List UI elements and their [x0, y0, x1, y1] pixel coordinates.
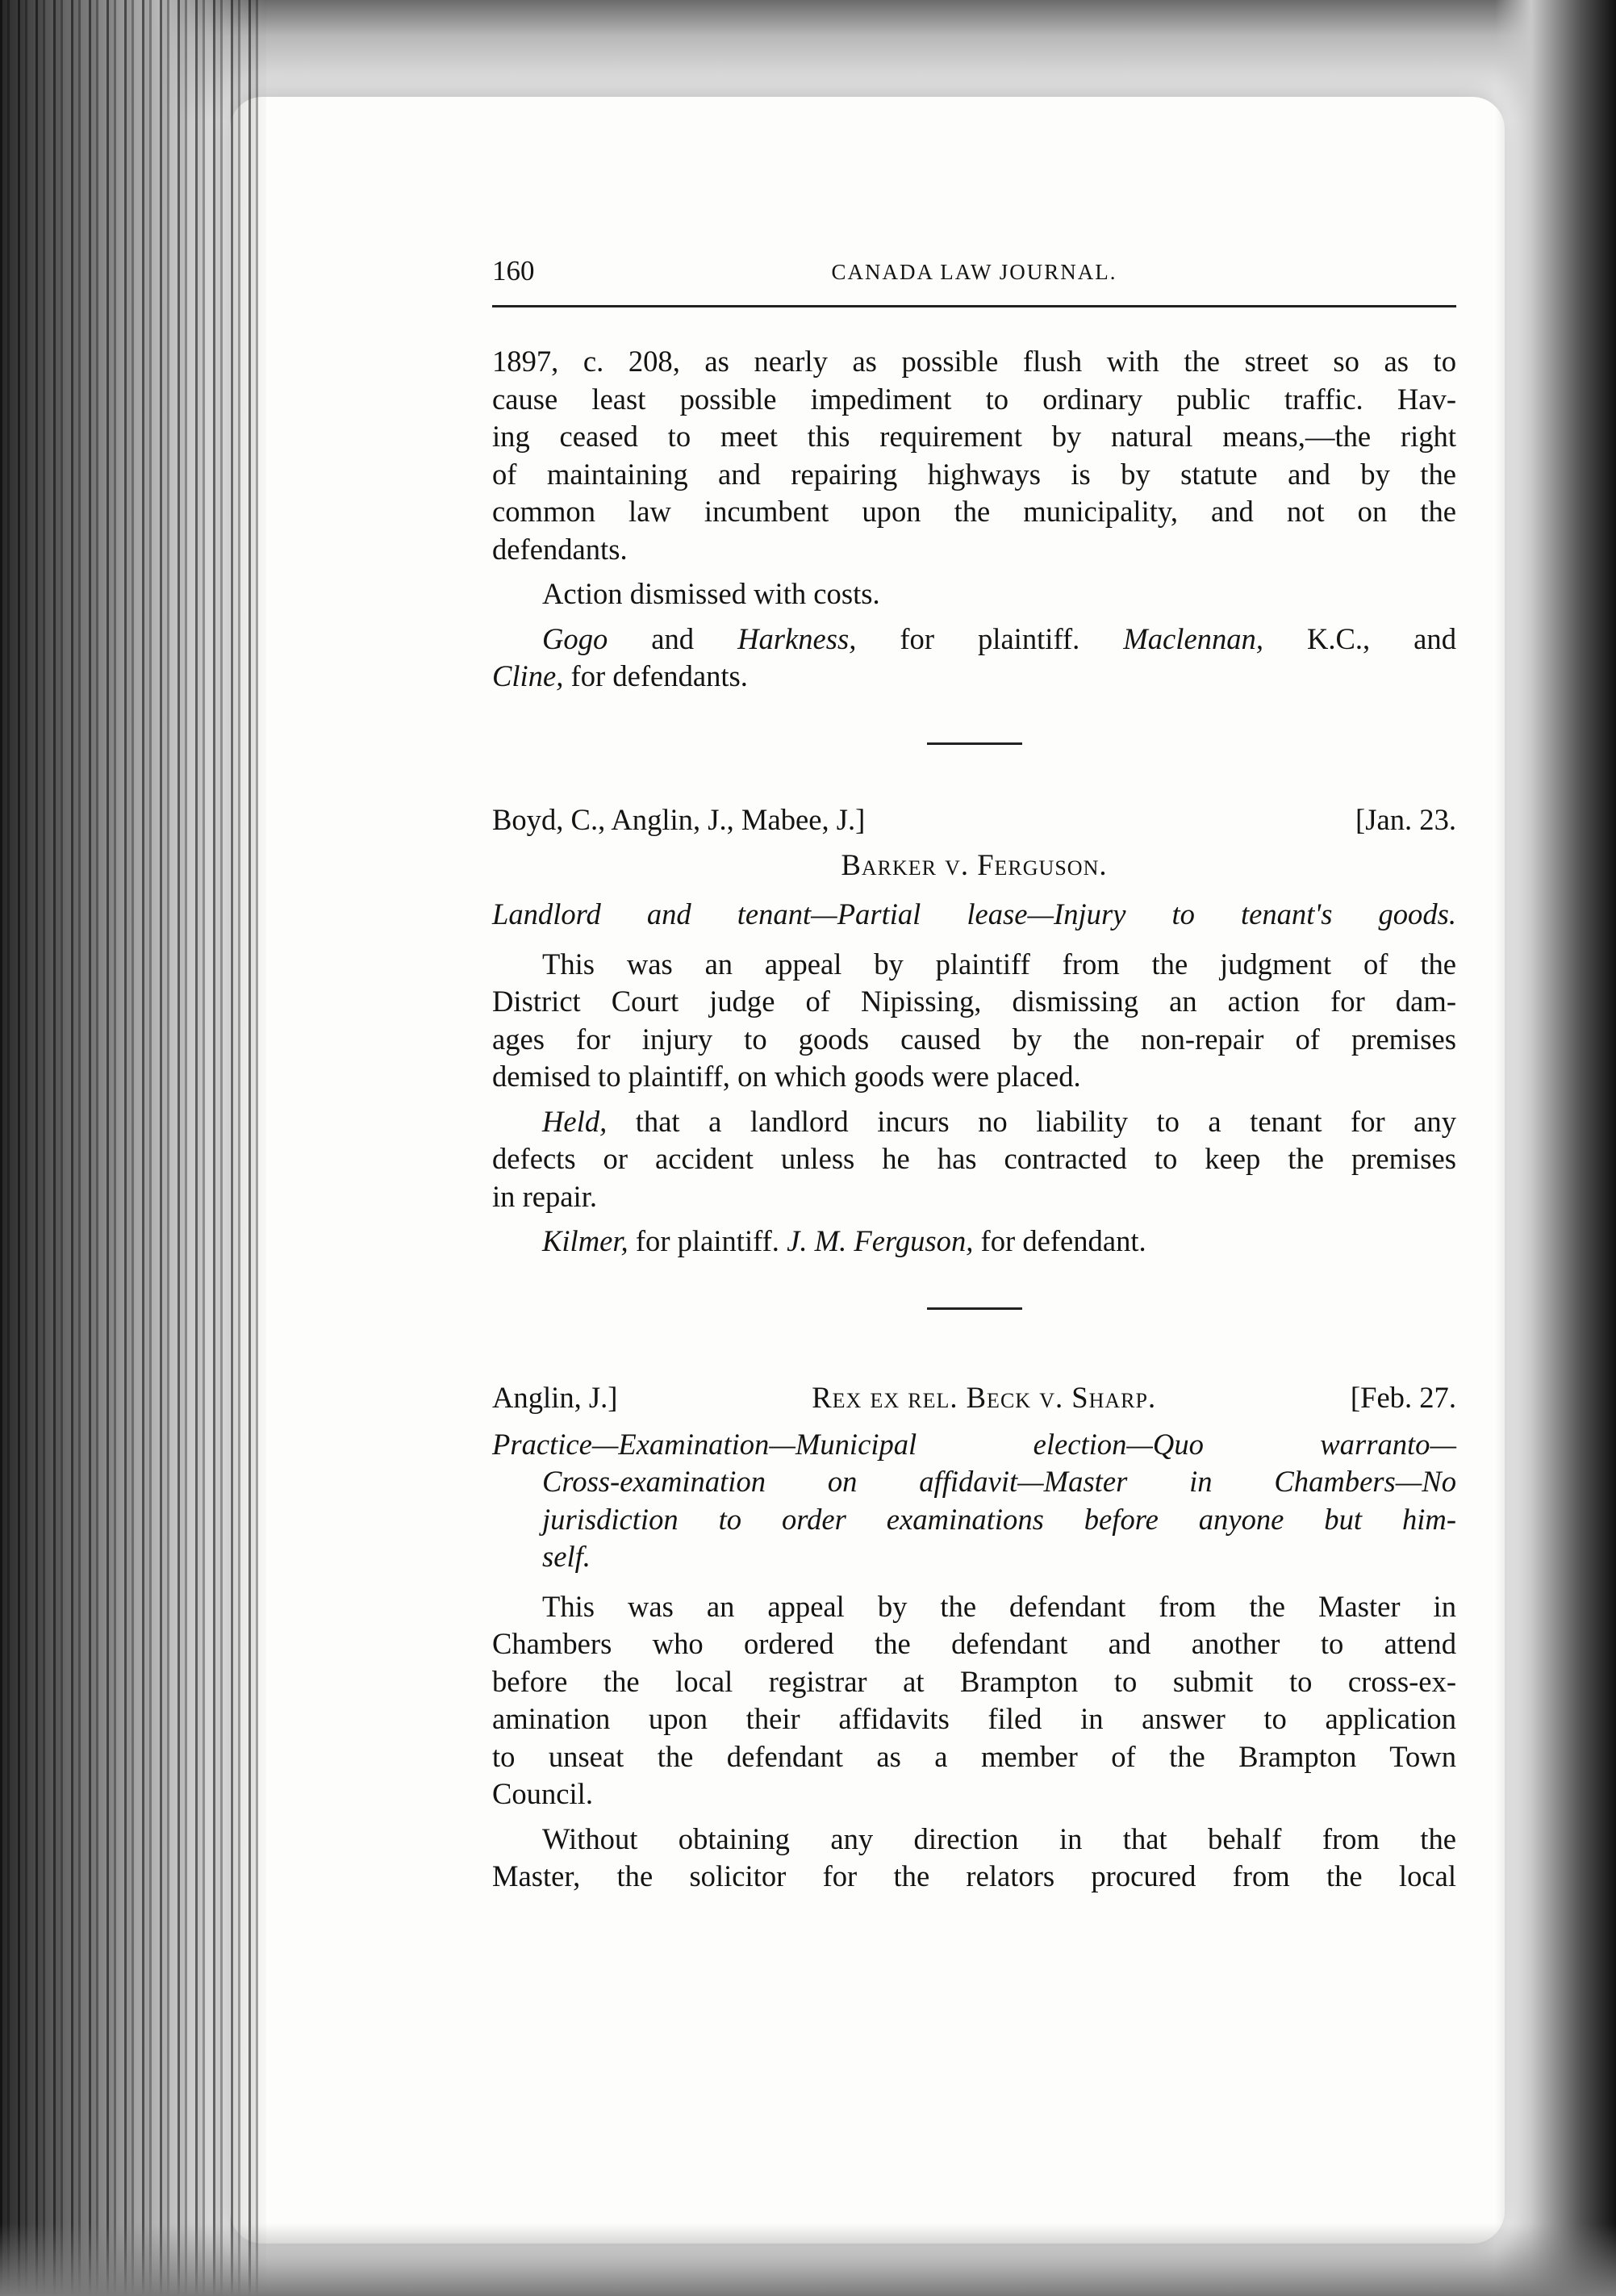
- catchwords-line: jurisdiction to order examinations before anyone but him-: [542, 1502, 1456, 1536]
- holding-line: [492, 1103, 1456, 1141]
- text-run: that a landlord incurs no liability to a tenant for any: [607, 1104, 1456, 1138]
- counsel-line: [492, 1223, 1456, 1261]
- counsel-name: Gogo: [542, 621, 608, 655]
- page-number: 160: [492, 255, 535, 286]
- text-line: common law incumbent upon the municipality, and not on the: [492, 495, 1456, 528]
- case-date: [Jan. 23.: [1355, 802, 1456, 836]
- text-line: defendants.: [492, 532, 628, 566]
- catchwords-line: Practice—Examination—Municipal election—Quo warranto—: [492, 1427, 1456, 1461]
- catchwords-line: Cross-examination on affidavit—Master in Chambers—No: [542, 1465, 1456, 1498]
- text-line: This was an appeal by the defendant from the Master in: [542, 1589, 1456, 1623]
- text-line: Master, the solicitor for the relators procured from the local: [492, 1859, 1456, 1892]
- text-line: defects or accident unless he has contracted to keep the premises: [492, 1142, 1456, 1175]
- held-label: Held,: [542, 1104, 608, 1138]
- case-title: Barker v. Ferguson.: [841, 847, 1108, 881]
- text-line: Council.: [492, 1777, 593, 1810]
- text-run: for defendant.: [973, 1224, 1146, 1257]
- text-line: in repair.: [492, 1179, 598, 1213]
- counsel-line: [492, 658, 1456, 696]
- text-run: for defendants.: [563, 659, 748, 692]
- text-run: K.C., and: [1263, 621, 1456, 655]
- section-divider: [927, 1307, 1022, 1310]
- section-divider: [927, 742, 1022, 745]
- header-rule: [492, 305, 1456, 307]
- counsel-name: Cline,: [492, 659, 564, 692]
- catchwords-line: self.: [542, 1540, 591, 1573]
- text-line: to unseat the defendant as a member of the Brampton Town: [492, 1739, 1456, 1773]
- text-line: demised to plaintiff, on which goods were placed.: [492, 1060, 1081, 1093]
- case-court-line: [492, 801, 1456, 839]
- counsel-name: Harkness,: [737, 621, 857, 655]
- text-line: cause least possible impediment to ordinary public traffic. Hav-: [492, 382, 1456, 416]
- scan-shadow-bottom: [0, 2223, 1616, 2296]
- text-line: before the local registrar at Brampton to submit to cross-ex-: [492, 1664, 1456, 1698]
- court-judges: Anglin, J.]: [492, 1380, 618, 1414]
- journal-title: CANADA LAW JOURNAL.: [831, 260, 1117, 284]
- text-line: of maintaining and repairing highways is by statute and by the: [492, 457, 1456, 491]
- counsel-name: Maclennan,: [1123, 621, 1263, 655]
- court-judges: Boyd, C., Anglin, J., Mabee, J.]: [492, 802, 866, 836]
- text-line: ing ceased to meet this requirement by natural means,—the right: [492, 420, 1456, 453]
- scan-page-edge: [1495, 0, 1616, 2296]
- case-catchwords: [492, 1426, 1456, 1576]
- text-line: ages for injury to goods caused by the non-repair of premises: [492, 1022, 1456, 1056]
- text-line: Chambers who ordered the defendant and another to attend: [492, 1627, 1456, 1660]
- text-run: for plaintiff.: [628, 1224, 787, 1257]
- text-line: District Court judge of Nipissing, dismissing an action for dam-: [492, 985, 1456, 1018]
- case-title: Rex ex rel. Beck v. Sharp.: [812, 1380, 1157, 1414]
- case-court-line: [492, 1379, 1456, 1416]
- running-header: [492, 255, 1456, 295]
- case-catchwords: Landlord and tenant—Partial lease—Injury to tenant's goods.: [492, 897, 1456, 931]
- counsel-name: Kilmer,: [542, 1224, 628, 1257]
- counsel-name: J. M. Ferguson,: [787, 1224, 974, 1257]
- case-date: [Feb. 27.: [1350, 1380, 1456, 1414]
- text-line: This was an appeal by plaintiff from the judgment of the: [542, 947, 1456, 981]
- text-run: and: [608, 621, 738, 655]
- text-line: amination upon their affidavits filed in answer to application: [492, 1702, 1456, 1735]
- text-line: Without obtaining any direction in that behalf from the: [542, 1821, 1456, 1855]
- page-body: [492, 343, 1456, 1896]
- text-line: 1897, c. 208, as nearly as possible flush with the street so as to: [492, 345, 1456, 378]
- text-run: for plaintiff.: [856, 621, 1124, 655]
- case-result: Action dismissed with costs.: [542, 577, 880, 610]
- scan-binding-edge: [0, 0, 266, 2296]
- counsel-line: [492, 621, 1456, 659]
